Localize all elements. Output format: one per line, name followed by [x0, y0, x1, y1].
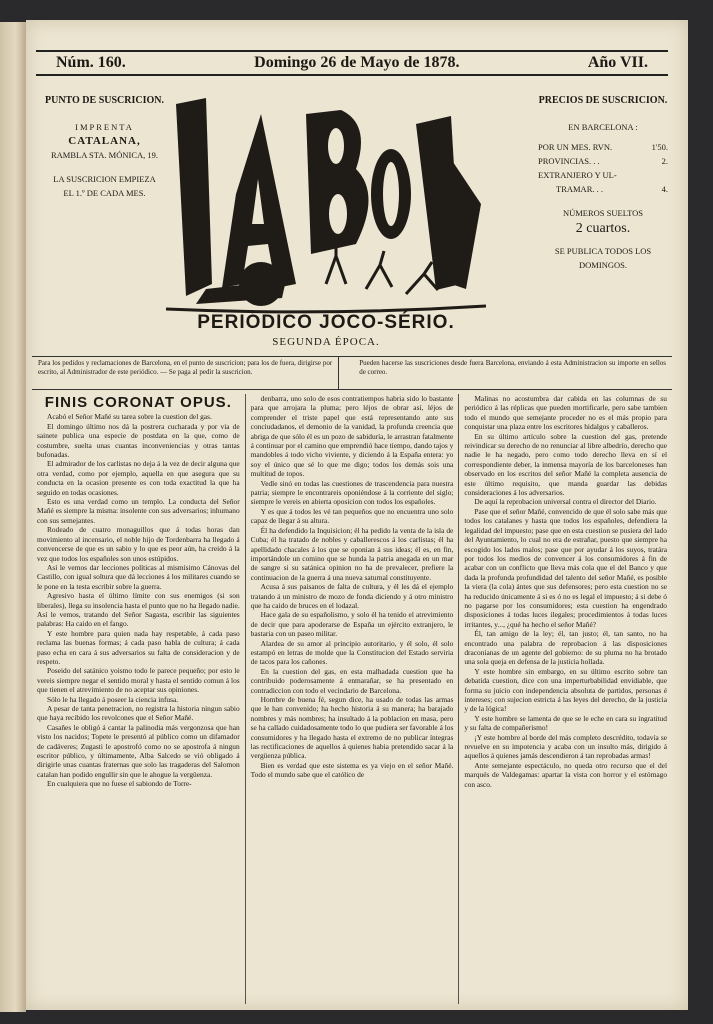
prices-city: EN BARCELONA : [568, 122, 638, 132]
article-paragraph: Casañes le obligó á cantar la palinodia más vergonzosa que han visto los nacidos; Topete le presentó al público como un difamador de cadáveres; Zugasti le apostrofó como no se apostrofa á ningun escritor público, y últimamente, Alba Salcedo se vió obligado á dirigirle unas cuantas fraternas que solo las tragaderas del Salomon catalan han podido engullir sin que le ahogue la vergüenza. [37, 722, 240, 779]
price-label: TRAMAR. . . [556, 184, 603, 194]
article-columns [32, 394, 672, 1004]
article-paragraph: El admirador de los carlistas no deja á la vez de decir alguna que otra verdad, como por ejemplo, aquella en que asegura que su conducta en la ocasion presente es con toda exactitud la que ha seguido en todas ocasiones. [37, 459, 240, 497]
article-paragraph: Alardea de su amor al principio autoritario, y él solo, él solo estampó en letras de molde que la Constitucion del Estado serviria de tacos para los cañones. [250, 638, 454, 667]
article-paragraph: Así le vemos dar lecciones políticas al mismísimo Cánovas del Castillo, con igual soltura que dá lecciones á los militares cuando se le pone en la testa escribir sobre la guerra. [37, 562, 240, 591]
printer-name: CATALANA, [68, 135, 141, 147]
notice-orders: Para los pedidos y reclamaciones de Barcelona, en el punto de suscricion; para los de fuera, dirigirse por escrito, al Administrador de este periódico. — Se paga al pedir la suscricion. [32, 357, 339, 389]
printer-address: RAMBLA STA. MÓNICA, 19. [51, 150, 158, 160]
column-2 [245, 394, 459, 1004]
issue-year: Año VII. [587, 54, 648, 71]
price-row-overseas [538, 182, 668, 196]
article-paragraph: En su último artículo sobre la cuestion del gas, pretende reivindicar su derecho de no renunciar al libre albedrío, derecho que nadie le ha negado, pero como todo derecho lleva en sí el correspondiente deber, la inmensa mayoría de los barceloneses han observado en los escritos del señor Mañé la completa ausencia de este último requisito, que manda guardar las debidas consideraciones á los adversarios. [464, 431, 668, 498]
article-paragraph: En la cuestion del gas, en esta malhadada cuestion que ha contribuido poderosamente á enmarañar, se ha presentado en contradiccion con todo el vecindario de Barcelona. [250, 666, 454, 695]
article-paragraph: Vedle sinó en todas las cuestiones de trascendencia para nuestra patria; siempre le encontrareis oponiéndose á la corriente del siglo; siempre le vereis en abierta oposicion con todos los españoles. [250, 478, 454, 507]
column-3 [458, 394, 672, 1004]
article-paragraph: En cualquiera que no fuese el sabiondo de Torre- [47, 779, 192, 789]
article-paragraph: denbarra, uno solo de esos contratiempos habria sido lo bastante para que arrojara la pluma; pero léjos de obrar así, léjos de comprender el triste papel que está representando ante sus conciudadanos, el demonio de la vanidad, la profunda creencia que abriga de que sólo él es un pozo de sabiduría, le arrastran fatalmente á continuar por el camino que emprendió hace tiempo, dando tajos y mandobles á todo vicho viviente, y diciendo á la España entera: yo soy el único que sé lo que me digo; todos los demás sois una multitud de topos. [250, 394, 454, 479]
issue-date: Domingo 26 de Mayo de 1878. [254, 54, 460, 71]
article-paragraph: Ante semejante espectáculo, no queda otro recurso que el del marqués de Valdegamas: apartar la vista con horror y el estómago con asco. [464, 760, 668, 789]
subscription-start-2: EL 1.º DE CADA MES. [63, 188, 146, 198]
subscription-start-1: LA SUSCRICION EMPIEZA [53, 174, 156, 184]
price-label: EXTRANJERO Y UL- [538, 170, 617, 180]
price-row-month [538, 140, 668, 154]
column-1 [32, 394, 245, 1004]
article-paragraph: Y este hombre sin embargo, en su último escrito sobre tan debatida cuestion, dice con una imperturbabilidad envidiable, que forma su juicio con independencia absoluta de partidos, personas é intereses; con sujecion estricta á las leyes del derecho, de la justicia y de la lógica! [464, 666, 668, 714]
article-paragraph: Malinas no acostumbra dar cabida en las columnas de su periódico á las réplicas que pueden mortificarle, pero sabe tambien todo el mundo que semejante proceder no es el más propio para conquistar una plaza entre los escritores hidalgos y caballeros. [464, 394, 668, 432]
article-paragraph: Poseido del satánico yoismo todo le parece pequeño; por esto le vereis siempre negar el sentido moral y hasta el sentido comun á los que tienen el atrevimiento de no aceptar sus opiniones. [37, 666, 240, 695]
printer-label: IMPRENTA [75, 122, 134, 132]
price-label: PROVINCIAS. . . [538, 156, 600, 166]
article-paragraph: Pase que el señor Mañé, convencido de que él solo sabe más que todos los catalanes y hasta que todos los españoles, defendiera la legalidad del impuesto; pase que en esta cuestion se pusiera del lado del Ayuntamiento, lo cual no era de estrañar, puesto que siempre ha escogido los lados malos; pase que por ayudar á los suyos, tratára por todos los medios de convencer á los consumidores á fin de acabar con un conflicto que lleva más cola que el del Banco y que dada la profunda profundidad del talento del señor Mañé, es posible la viera (la cola) ántes que sus defensores; pero esta cuestion no se ha reducido únicamente á si es ó no es legal el impuesto; á si debe ó no pagarse por los consumidores; esta cuestion ha engendrado disposiciones á todas luces ilegales; procedimientos á todas luces irritantes, y..., ¿qué ha hecho el señor Mañé? [464, 506, 668, 629]
subscription-point-heading: PUNTO DE SUSCRICION. [44, 95, 164, 106]
publish-schedule-1: SE PUBLICA TODOS LOS [554, 246, 652, 256]
adjacent-page-edge [0, 22, 26, 1012]
price-label: POR UN MES. RVN. [538, 142, 613, 152]
notice-remote-subscriptions: Pueden hacerse las suscriciones desde fuera Barcelona, enviando á esta Administracion su importe en sellos de correo. [359, 359, 666, 376]
subscription-point-box [42, 94, 167, 200]
price-value: 1'50. [651, 142, 668, 152]
article-title: FINIS CORONAT OPUS. [44, 394, 232, 411]
article-paragraph: De aquí la reprobacion universal contra el director del Diario. [474, 497, 657, 507]
article-paragraph: Él, tan amigo de la ley; él, tan justo; él, tan santo, no ha encontrado una palabra de reprobacion á las disposiciones draconianas de un agente del gobierno: de su pluma no ha brotado una sola queja en defensa de la justicia hollada. [464, 629, 668, 667]
article-paragraph: Y es que á todos les vé tan pequeños que no encuentra uno solo capaz de llegar á su altura. [250, 506, 454, 526]
newspaper-page [26, 20, 688, 1010]
price-value: 2. [661, 156, 668, 166]
publish-schedule-2: DOMINGOS. [579, 260, 627, 270]
logo-illustration [166, 84, 486, 324]
article-paragraph: ¡Y este hombre al borde del más completo descrédito, todavía se revuelve en su impotencia y acaba con un insulto más, dirigido á aquellos á quienes jamás descendieron á tan reprobadas armas! [464, 732, 668, 761]
newspaper-subtitle: PERIÓDICO JOCO-SÉRIO. [197, 312, 455, 333]
loose-issues-label: NÚMEROS SUELTOS [562, 208, 644, 218]
article-paragraph: A pesar de tanta penetracion, no registra la historia ningun sabio que haya recibido los revolcones que el Señor Mañé. [37, 704, 240, 723]
loose-issues-price: 2 cuartos. [575, 221, 631, 236]
article-paragraph: Hace gala de su españolismo, y solo él ha tenido el atrevimiento de decir que para apoderarse de España un ejército extranjero, le bastaria con un paseo militar. [250, 610, 454, 639]
price-row-abroad [538, 168, 668, 182]
article-paragraph: Agresivo hasta el último límite con sus enemigos (si son liberales), llega su insolencia hasta el punto que no ha llegado nadie. Así le vemos, tratando del Señor Sagasta, escribir las siguientes palabras: Ha caido en el fango. [37, 591, 240, 629]
article-paragraph: Y este hombre se lamenta de que se le eche en cara su ingratitud y su falta de compañerismo! [464, 713, 668, 733]
article-paragraph: Esto es una verdad como un templo. La conducta del Señor Mañé es siempre la misma: insolente con sus adversarios; inhumano con sus semejantes. [37, 497, 240, 525]
price-value: 4. [661, 184, 668, 194]
masthead-bar [36, 50, 668, 76]
article-paragraph: Rodeado de cuatro monaguillos que á todas horas dan movimiento al incensario, el noble hijo de Tordenbarra ha llegado á convencerse de que es un sabio y lo que es peor aún, ha creido á la vez que todos los españoles son unos estúpidos. [37, 525, 240, 563]
notice-bar [32, 356, 672, 390]
article-paragraph: Bien es verdad que este sistema es ya viejo en el señor Mañé. Todo el mundo sabe que el católico de [250, 760, 454, 780]
article-paragraph: Acabó el Señor Mañé su tarea sobre la cuestion del gas. [47, 412, 212, 422]
issue-number: Núm. 160. [56, 54, 126, 71]
article-paragraph: Sólo le ha llegado á poseer la ciencia infusa. [47, 694, 179, 704]
article-paragraph: Hombre de buena fé, segun dice, ha usado de todas las armas que le han convenido; ha hecho historia á su manera; ha barajado nombres y más nombres; ha insultado á la poblacion en masa, pero se ha callado cuidadosamente todo lo que pudiera ser favorable á los consumidores y ha llegado hasta el extremo de no publicar íntegras las rectificaciones de aquellos á quienes habia pretendido sacar á la vergüenza pública. [250, 695, 454, 761]
article-paragraph: Y este hombre para quien nada hay respetable, á cada paso reclama las buenas formas; á cada paso habla de cultura; á cada paso echa en cara á sus adversarios su falta de consideracion y de respeto. [37, 628, 240, 666]
subscription-prices-box [538, 94, 668, 272]
article-paragraph: Acusa á sus paisanos de falta de cultura, y él les dá el ejemplo tratando á un ministro de mozo de fonda diciendo y á otro ministro que ha caido de bruces en el lodazal. [250, 582, 454, 610]
subscription-prices-heading: PRECIOS DE SUSCRICION. [538, 95, 668, 106]
article-paragraph: Él ha defendido la Inquisicion; él ha pedido la venta de la isla de Cuba; él ha tratado de nobles y caballerescos á los carlistas; él ha apellidado chacales á los que se oponian á sus ideas; él es, en fin, importándole un comino que se hunda la patria anegada en un mar de sangre si su satánica opinion no ha de prevalecer, prefiere la continuacion de la guerra á una nueva saturnal constituyente. [250, 525, 454, 582]
newspaper-epoch: SEGUNDA ÉPOCA. [272, 336, 380, 348]
article-paragraph: El domingo último nos dá la postrera cucharada y por via de sainete publica una especie de postdata en la que, como de costumbre, suelta unas cuantas inconveniencias y otras tantas bufonadas. [37, 421, 240, 460]
price-row-provinces [538, 154, 668, 168]
la-bomba-logo [166, 84, 486, 324]
